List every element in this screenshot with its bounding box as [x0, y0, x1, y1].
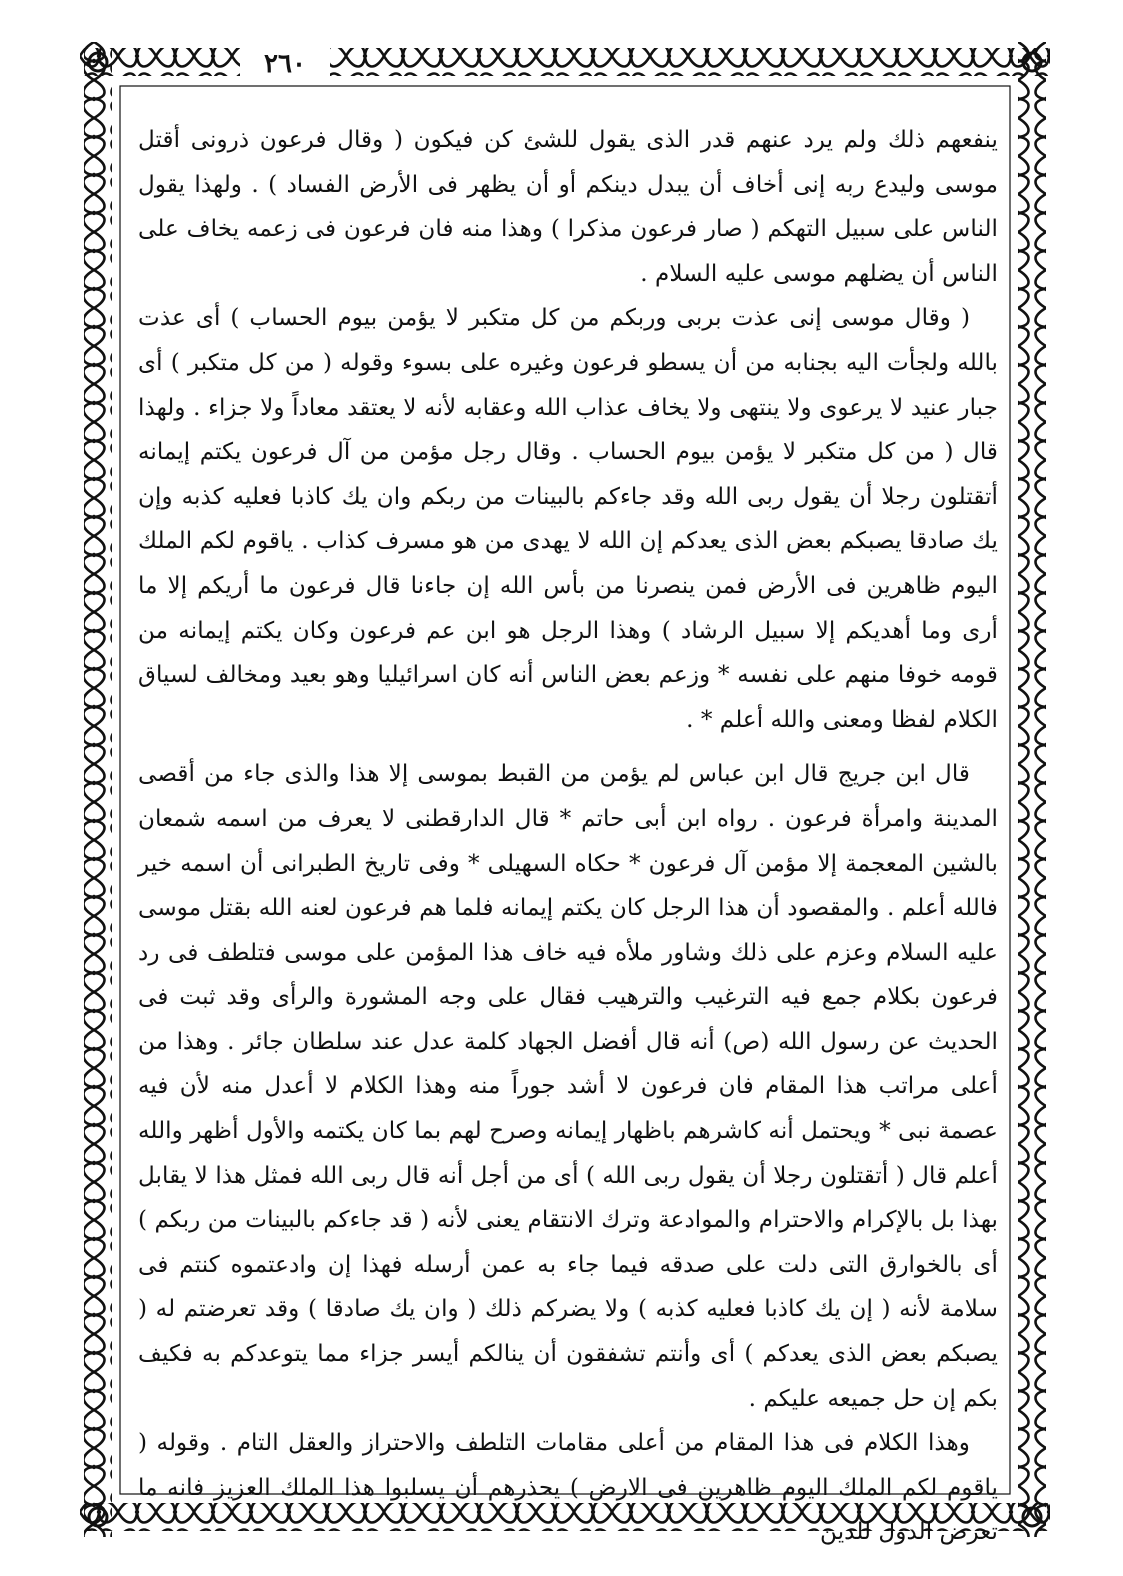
paragraph: قال ابن جريج قال ابن عباس لم يؤمن من القبط بموسى إلا هذا والذى جاء من أقصى المدينة وامرأة فرعون . رواه ابن أبى حاتم * قال الدارقطنى لا يعرف من اسمه شمعان بالشين المعجمة إلا مؤمن آل فرعون * حكاه السهيلى * وفى تاريخ الطبرانى أن اسمه خير فالله أعلم . والمقصود أن هذا الرجل كان يكتم إيمانه فلما هم فرعون لعنه الله بقتل موسى عليه السلام وعزم على ذلك وشاور ملأه فيه خاف هذا المؤمن على موسى فتلطف فى رد فرعون بكلام جمع فيه الترغيب والترهيب فقال على وجه المشورة والرأى وقد ثبت فى الحديث عن رسول الله (ص) أنه قال أفضل الجهاد كلمة عدل عند سلطان جائر . وهذا من أعلى مراتب هذا المقام فان فرعون لا أشد جوراً منه وهذا الكلام لا أعدل منه لأن فيه عصمة نبى * ويحتمل أنه كاشرهم باظهار إيمانه وصرح لهم بما كان يكتمه والأول أظهر والله أعلم قال ( أتقتلون رجلا أن يقول ربى الله ) أى من أجل أنه قال ربى الله فمثل هذا لا يقابل بهذا بل بالإكرام والاحترام والموادعة وترك الانتقام يعنى لأنه ( قد جاءكم بالبينات من ربكم ) أى بالخوارق التى دلت على صدقه فيما جاء به عمن أرسله فهذا إن وادعتموه كنتم فى سلامة لأنه ( إن يك كاذبا فعليه كذبه ) ولا يضركم ذلك ( وان يك صادقا ) وقد تعرضتم له ( يصبكم بعض الذى يعدكم ) أى وأنتم تشفقون أن ينالكم أيسر جزاء مما يتوعدكم به فكيف بكم إن حل جميعه عليكم . [138, 760, 998, 1412]
paragraph: ( وقال موسى إنى عذت بربى وربكم من كل متكبر لا يؤمن بيوم الحساب ) أى عذت بالله ولجأت اليه بجنابه من أن يسطو فرعون وغيره على بسوء وقوله ( من كل متكبر ) أى جبار عنيد لا يرعوى ولا ينتهى ولا يخاف عذاب الله وعقابه لأنه لا يعتقد معاداً ولا جزاء . ولهذا قال ( من كل متكبر لا يؤمن بيوم الحساب . وقال رجل مؤمن من آل فرعون يكتم إيمانه أتقتلون رجلا أن يقول ربى الله وقد جاءكم بالبينات من ربكم وان يك كاذبا فعليه كذبه وإن يك صادقا يصبكم بعض الذى يعدكم إن الله لا يهدى من هو مسرف كذاب . ياقوم لكم الملك اليوم ظاهرين فى الأرض فمن ينصرنا من بأس الله إن جاءنا قال فرعون ما أريكم إلا ما أرى وما أهديكم إلا سبيل الرشاد ) وهذا الرجل هو ابن عم فرعون وكان يكتم إيمانه من قومه خوفا منهم على نفسه * وزعم بعض الناس أنه كان اسرائيليا وهو بعيد ومخالف لسياق الكلام لفظا ومعنى والله أعلم * . [138, 304, 998, 733]
page-number: ٢٦٠ [240, 44, 330, 84]
page-body [138, 118, 998, 1546]
page-frame [80, 42, 1050, 1546]
paragraph: ينفعهم ذلك ولم يرد عنهم قدر الذى يقول للشئ كن فيكون ( وقال فرعون ذرونى أقتل موسى وليدع ربه إنى أخاف أن يبدل دينكم أو أن يظهر فى الأرض الفساد ) . ولهذا يقول الناس على سبيل التهكم ( صار فرعون مذكرا ) وهذا منه فان فرعون فى زعمه يخاف على الناس أن يضلهم موسى عليه السلام . [138, 126, 998, 287]
paragraph: وهذا الكلام فى هذا المقام من أعلى مقامات التلطف والاحتراز والعقل التام . وقوله ( ياقوم لكم الملك اليوم ظاهرين فى الارض ) يحذرهم أن يسلبوا هذا الملك العزيز فانه ما تعرض الدول للدين [138, 1429, 998, 1546]
